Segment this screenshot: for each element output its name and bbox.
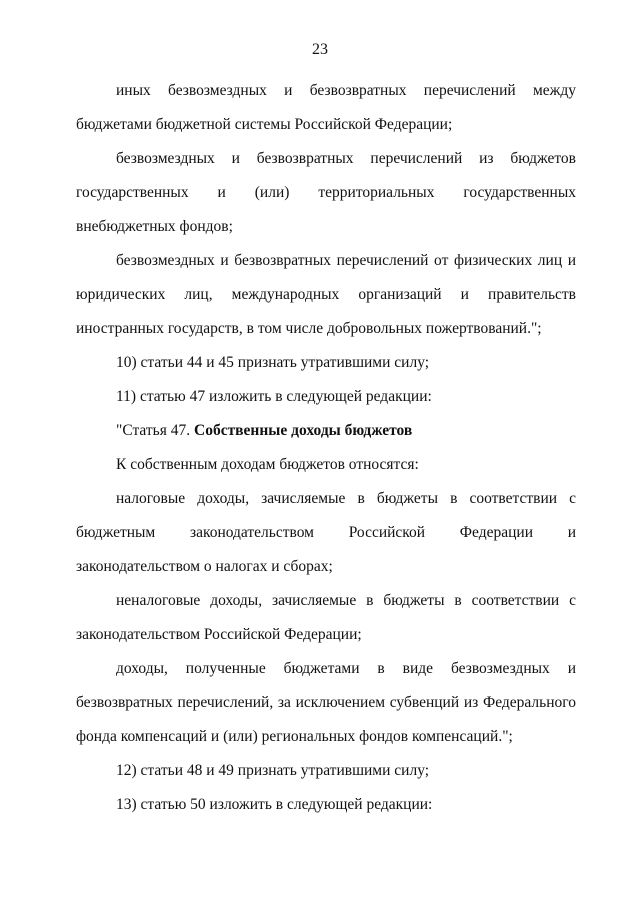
paragraph-item-12: 12) статьи 48 и 49 признать утратившими силу; (116, 762, 430, 779)
paragraph-item-10: 10) статьи 44 и 45 признать утратившими силу; (116, 354, 430, 371)
paragraph-individuals-organizations-transfers: безвозмездных и безвозвратных перечислений от физических лиц и юридических лиц, международных организаций и правительств иностранных государств, в том числе добровольных пожертвований."; (76, 252, 576, 337)
paragraph-item-11: 11) статью 47 изложить в следующей редакции: (116, 388, 432, 405)
page-number: 23 (312, 41, 328, 58)
paragraph-own-revenues-intro: К собственным доходам бюджетов относятся: (116, 456, 419, 473)
paragraph-extrabudgetary-funds-transfers: безвозмездных и безвозвратных перечислений из бюджетов государственных и (или) территориальных государственных внебюджетных фондов; (76, 150, 576, 235)
article-47-heading (76, 414, 576, 448)
paragraph-interbudget-transfers: иных безвозмездных и безвозвратных перечислений между бюджетами бюджетной системы Российской Федерации; (76, 82, 576, 133)
paragraph-gratuitous-revenues: доходы, полученные бюджетами в виде безвозмездных и безвозвратных перечислений, за исключением субвенций из Федерального фонда компенсаций и (или) региональных фондов компенсаций."; (76, 660, 576, 745)
document-body (76, 74, 576, 822)
paragraph-non-tax-revenues: неналоговые доходы, зачисляемые в бюджеты в соответствии с законодательством Российской Федерации; (76, 592, 576, 643)
paragraph-tax-revenues: налоговые доходы, зачисляемые в бюджеты в соответствии с бюджетным законодательством Российской Федерации и законодательством о налогах и сборах; (76, 490, 576, 575)
article-47-prefix: "Статья 47. (116, 422, 194, 439)
article-47-title: Собственные доходы бюджетов (194, 422, 413, 439)
paragraph-item-13: 13) статью 50 изложить в следующей редакции: (116, 796, 433, 813)
